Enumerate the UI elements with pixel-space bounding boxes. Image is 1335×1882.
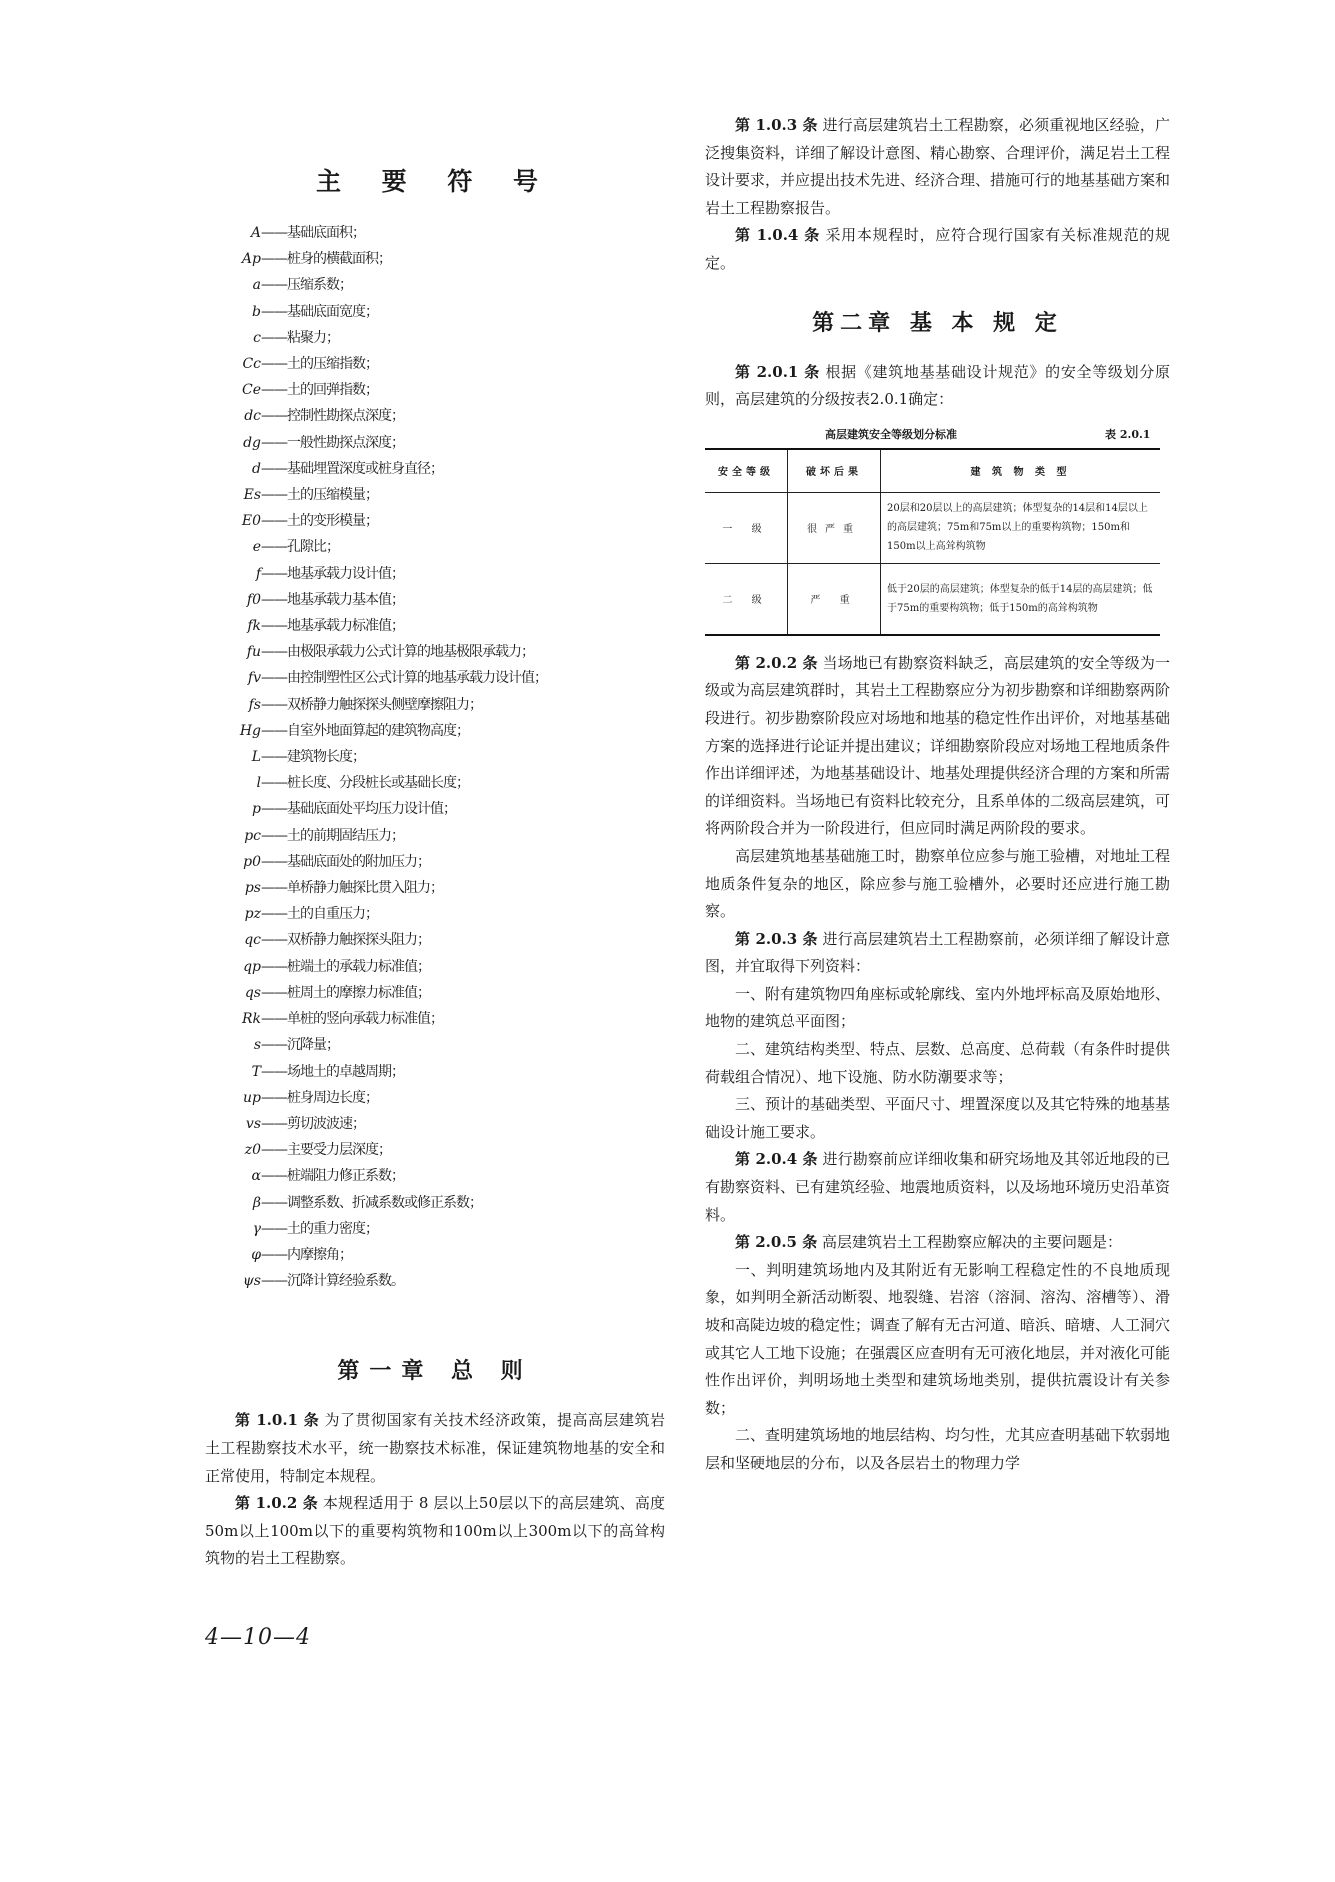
article-2-0-2 xyxy=(705,650,1170,843)
symbol: ψs xyxy=(242,1273,261,1290)
symbol: pc xyxy=(244,827,261,844)
consequence-cell: 严 重 xyxy=(788,563,881,635)
symbol-description: ——地基承载力标准值； xyxy=(261,618,404,635)
article-2-0-4 xyxy=(705,1146,1170,1229)
article-label: 第 1.0.3 条 xyxy=(735,116,818,134)
symbol-description: ——桩身的横截面积； xyxy=(261,251,391,268)
table-header-cell: 破坏后果 xyxy=(788,449,881,493)
symbol-row xyxy=(235,1059,665,1085)
symbol-row xyxy=(235,377,665,403)
symbol-description: ——基础埋置深度或桩身直径； xyxy=(261,460,443,477)
symbol-row xyxy=(235,875,665,901)
symbol: fu xyxy=(246,644,261,661)
symbol: d xyxy=(252,460,261,477)
symbol-row xyxy=(235,325,665,351)
safety-grade-table xyxy=(705,448,1160,636)
symbol-description: ——沉降量； xyxy=(261,1037,339,1054)
article-text: 为了贯彻国家有关技术经济政策，提高高层建筑岩土工程勘察技术水平，统一勘察技术标准，保证建筑物地基的安全和正常使用，特制定本规程。 xyxy=(205,1411,665,1485)
symbol: Es xyxy=(243,487,261,504)
symbol-row xyxy=(235,351,665,377)
symbol: ps xyxy=(244,880,261,897)
table-header-row xyxy=(705,449,1160,493)
symbol-row xyxy=(235,613,665,639)
symbol-row xyxy=(235,639,665,665)
table-number: 表 2.0.1 xyxy=(1105,427,1151,441)
symbol-row xyxy=(235,1137,665,1163)
symbol-description: ——土的自重压力； xyxy=(261,906,378,923)
symbol-description: ——基础底面处平均压力设计值； xyxy=(261,801,456,818)
symbol-row xyxy=(235,770,665,796)
symbol: A xyxy=(250,225,261,241)
symbol-description: ——粘聚力； xyxy=(261,329,339,346)
symbol-row xyxy=(235,246,665,272)
symbol: Rk xyxy=(241,1011,261,1028)
symbol: f xyxy=(255,565,261,582)
list-item: 二、查明建筑场地的地层结构、均匀性，尤其应查明基础下软弱地层和坚硬地层的分布，以及各层岩土的物理力学 xyxy=(705,1426,1171,1472)
table-title: 高层建筑安全等级划分标准 xyxy=(825,427,957,441)
symbol: pz xyxy=(244,906,261,923)
symbol: fs xyxy=(248,696,261,713)
symbol-description: ——单桩的竖向承载力标准值； xyxy=(261,1011,443,1028)
symbol-row xyxy=(235,1268,665,1294)
symbol-row xyxy=(235,796,665,822)
symbol-row xyxy=(235,692,665,718)
symbol: p0 xyxy=(243,853,261,870)
symbol-row xyxy=(235,272,665,298)
article-2-0-1 xyxy=(705,359,1170,414)
symbol: up xyxy=(243,1089,261,1106)
symbol: z0 xyxy=(244,1142,261,1159)
symbol: s xyxy=(253,1037,261,1054)
symbol: qp xyxy=(243,958,261,975)
article-text: 采用本规程时，应符合现行国家有关标准规范的规定。 xyxy=(705,226,1170,272)
grade-cell: 二 级 xyxy=(705,563,788,635)
symbol-description: ——桩端土的承载力标准值； xyxy=(261,958,430,975)
symbol-description: ——内摩擦角； xyxy=(261,1246,352,1263)
table-caption xyxy=(705,426,1170,442)
symbol: Ap xyxy=(241,251,261,268)
list-item: 一、附有建筑物四角座标或轮廓线、室内外地坪标高及原始地形、地物的建筑总平面图； xyxy=(705,984,1171,1031)
symbol-description: ——土的变形模量； xyxy=(261,513,378,530)
symbol: e xyxy=(252,539,261,556)
article-text: 本规程适用于 8 层以上50层以下的高层建筑、高度50m以上100m以下的重要构筑物和100m以上300m以下的高耸构筑物的岩土工程勘察。 xyxy=(205,1494,665,1568)
symbol: Hg xyxy=(239,722,261,739)
symbol-description: ——地基承载力基本值； xyxy=(261,591,404,608)
article-text: 当场地已有勘察资料缺乏，高层建筑的安全等级为一级或为高层建筑群时，其岩土工程勘察应分为初步勘察和详细勘察两阶段进行。初步勘察阶段应对场地和地基的稳定性作出评价，对地基基础方案的选择进行论证并提出建议；详细勘察阶段应对场地工程地质条件作出详细评述，为地基基础设计、地基处理提供经济合理的方案和所需的详细资料。当场地已有资料比较充分，且系单体的二级高层建筑，可将两阶段合并为一阶段进行，但应同时满足两阶段的要求。 xyxy=(705,653,1171,838)
symbol-description: ——双桥静力触探探头阻力； xyxy=(261,932,430,949)
symbol-description: ——一般性勘探点深度； xyxy=(261,434,404,451)
symbol: Cc xyxy=(242,356,261,373)
article-2-0-3 xyxy=(705,926,1170,981)
article-text: 高层建筑岩土工程勘察应解决的主要问题是： xyxy=(817,1233,1122,1252)
symbol-row xyxy=(235,403,665,429)
symbol: qc xyxy=(244,932,261,949)
right-column xyxy=(705,112,1170,1478)
symbol-description: ——孔隙比； xyxy=(261,539,339,556)
symbol: fk xyxy=(247,618,261,635)
article-1-0-1 xyxy=(205,1407,665,1490)
table-header-cell: 建 筑 物 类 型 xyxy=(881,449,1161,493)
list-item: 一、判明建筑场地内及其附近有无影响工程稳定性的不良地质现象，如判明全新活动断裂、地裂缝、岩溶（溶洞、溶沟、溶槽等）、滑坡和高陡边坡的稳定性；调查了解有无古河道、暗浜、暗塘、人工洞穴或其它人工地下设施；在强震区应查明有无可液化地层，并对液化可能性作出评价，判明场地土类型和建筑场地类别，提供抗震设计有关参数； xyxy=(705,1260,1171,1417)
article-text: 进行高层建筑岩土工程勘察前，必须详细了解设计意图，并宜取得下列资料： xyxy=(705,929,1170,976)
symbol-description: ——单桥静力触探比贯入阻力； xyxy=(261,880,443,897)
symbol-description: ——土的前期固结压力； xyxy=(261,827,404,844)
symbol-description: ——桩周土的摩擦力标准值； xyxy=(261,984,430,1001)
symbol-row xyxy=(235,823,665,849)
symbol-row xyxy=(235,534,665,560)
article-label: 第 1.0.1 条 xyxy=(235,1411,320,1430)
symbol: dc xyxy=(244,408,261,425)
list-item: 三、预计的基础类型、平面尺寸、埋置深度以及其它特殊的地基基础设计施工要求。 xyxy=(705,1095,1171,1141)
symbol: p xyxy=(252,801,261,818)
symbol-row xyxy=(235,744,665,770)
grade-cell: 一 级 xyxy=(705,492,788,563)
symbol-description: ——场地土的卓越周期； xyxy=(261,1063,404,1080)
symbol: l xyxy=(256,775,261,792)
symbol-row xyxy=(235,1242,665,1268)
symbol: γ xyxy=(252,1220,261,1237)
symbol-row xyxy=(235,1032,665,1058)
symbol-row xyxy=(235,456,665,482)
symbol: b xyxy=(252,303,261,320)
symbol: L xyxy=(251,749,261,766)
article-label: 第 2.0.3 条 xyxy=(735,929,818,948)
symbol-row xyxy=(235,1216,665,1242)
article-label: 第 2.0.5 条 xyxy=(735,1233,818,1252)
article-label: 第 1.0.2 条 xyxy=(235,1494,318,1513)
symbol-description: ——基础底面宽度； xyxy=(261,303,378,320)
symbol: E0 xyxy=(241,513,261,530)
consequence-cell: 很严重 xyxy=(788,492,881,563)
symbol: α xyxy=(251,1168,261,1185)
symbol-description: ——主要受力层深度； xyxy=(261,1142,391,1159)
chapter2-title: 第二章 基 本 规 定 xyxy=(812,309,1063,336)
symbol-row xyxy=(235,1163,665,1189)
article-label: 第 2.0.2 条 xyxy=(735,653,818,672)
table-row xyxy=(705,563,1160,635)
symbols-title: 主 要 符 号 xyxy=(315,167,555,196)
symbol: vs xyxy=(245,1115,261,1132)
symbol-description: ——土的重力密度； xyxy=(261,1220,378,1237)
symbols-list xyxy=(235,220,665,1294)
article-text: 进行高层建筑岩土工程勘察，必须重视地区经验，广泛搜集资料，详细了解设计意图、精心勘察、合理评价，满足岩土工程设计要求，并应提出技术先进、经济合理、措施可行的地基基础方案和岩土工程勘察报告。 xyxy=(705,116,1171,217)
symbol-row xyxy=(235,901,665,927)
symbol-description: ——土的压缩模量； xyxy=(261,487,378,504)
type-cell: 20层和20层以上的高层建筑；体型复杂的14层和14层以上的高层建筑；75m和75m以上的重要构筑物；150m和150m以上高耸构筑物 xyxy=(881,492,1161,563)
symbol-description: ——压缩系数； xyxy=(261,277,352,294)
symbol-description: ——沉降计算经验系数。 xyxy=(261,1273,404,1290)
symbol-row xyxy=(235,220,665,246)
left-column xyxy=(205,150,665,1573)
symbol-description: ——土的压缩指数； xyxy=(261,356,378,373)
article-label: 第 1.0.4 条 xyxy=(735,226,820,245)
symbol-row xyxy=(235,954,665,980)
symbol: fv xyxy=(247,670,261,687)
symbol-row xyxy=(235,1006,665,1032)
symbol: f0 xyxy=(246,591,261,608)
symbol-row xyxy=(235,665,665,691)
symbol: c xyxy=(253,329,261,346)
symbol-row xyxy=(235,718,665,744)
chapter1-title: 第一章 总 则 xyxy=(337,1358,533,1385)
page-number: 4—10—4 xyxy=(205,1625,311,1650)
symbol-description: ——由控制塑性区公式计算的地基承载力设计值； xyxy=(261,670,547,687)
symbol-row xyxy=(235,587,665,613)
symbol-row xyxy=(235,1111,665,1137)
article-label: 第 2.0.1 条 xyxy=(735,362,820,381)
symbol-description: ——自室外地面算起的建筑物高度； xyxy=(261,722,469,739)
symbol: Ce xyxy=(242,382,261,399)
article-1-0-2 xyxy=(205,1490,665,1573)
symbol-row xyxy=(235,561,665,587)
symbol: a xyxy=(252,277,261,294)
symbol-row xyxy=(235,980,665,1006)
symbol-description: ——建筑物长度； xyxy=(261,749,365,766)
symbol-description: ——剪切波波速； xyxy=(261,1115,365,1132)
symbol-description: ——基础底面处的附加压力； xyxy=(261,853,430,870)
symbol-description: ——地基承载力设计值； xyxy=(261,565,404,582)
symbol-description: ——由极限承载力公式计算的地基极限承载力； xyxy=(261,644,534,661)
symbol: dg xyxy=(243,434,261,451)
symbol-description: ——双桥静力触探探头侧壁摩擦阻力； xyxy=(261,696,482,713)
paragraph: 高层建筑地基基础施工时，勘察单位应参与施工验槽，对地址工程地质条件复杂的地区，除应参与施工验槽外，必要时还应进行施工勘察。 xyxy=(705,846,1171,921)
symbol-row xyxy=(235,849,665,875)
symbol-description: ——桩身周边长度； xyxy=(261,1089,378,1106)
symbol-row xyxy=(235,299,665,325)
list-item: 二、建筑结构类型、特点、层数、总高度、总荷载（有条件时提供荷载组合情况）、地下设施、防水防潮要求等； xyxy=(705,1040,1171,1086)
symbol-description: ——基础底面积； xyxy=(261,225,365,241)
symbol: T xyxy=(251,1063,261,1080)
symbol-row xyxy=(235,927,665,953)
symbol-row xyxy=(235,1085,665,1111)
article-text: 进行勘察前应详细收集和研究场地及其邻近地段的已有勘察资料、已有建筑经验、地震地质资料，以及场地环境历史沿革资料。 xyxy=(705,1150,1171,1224)
article-1-0-4 xyxy=(705,222,1170,277)
table-header-cell: 安全等级 xyxy=(705,449,788,493)
table-row xyxy=(705,492,1160,563)
symbol-description: ——土的回弹指数； xyxy=(261,382,378,399)
symbol-row xyxy=(235,430,665,456)
symbol-description: ——控制性勘探点深度； xyxy=(261,408,404,425)
symbol-description: ——桩端阻力修正系数； xyxy=(261,1168,404,1185)
article-text: 根据《建筑地基基础设计规范》的安全等级划分原则，高层建筑的分级按表2.0.1确定： xyxy=(705,362,1170,409)
symbol: qs xyxy=(244,984,261,1001)
type-cell: 低于20层的高层建筑；体型复杂的低于14层的高层建筑；低于75m的重要构筑物；低于150m的高耸构筑物 xyxy=(881,563,1161,635)
article-label: 第 2.0.4 条 xyxy=(735,1150,818,1169)
symbol-row xyxy=(235,1190,665,1216)
article-2-0-5 xyxy=(705,1229,1170,1257)
symbol-row xyxy=(235,482,665,508)
symbol: β xyxy=(252,1194,261,1211)
article-1-0-3 xyxy=(705,112,1170,222)
symbol-row xyxy=(235,508,665,534)
symbol-description: ——调整系数、折减系数或修正系数； xyxy=(261,1194,482,1211)
symbol-description: ——桩长度、分段桩长或基础长度； xyxy=(261,775,469,792)
symbol: φ xyxy=(251,1246,261,1263)
